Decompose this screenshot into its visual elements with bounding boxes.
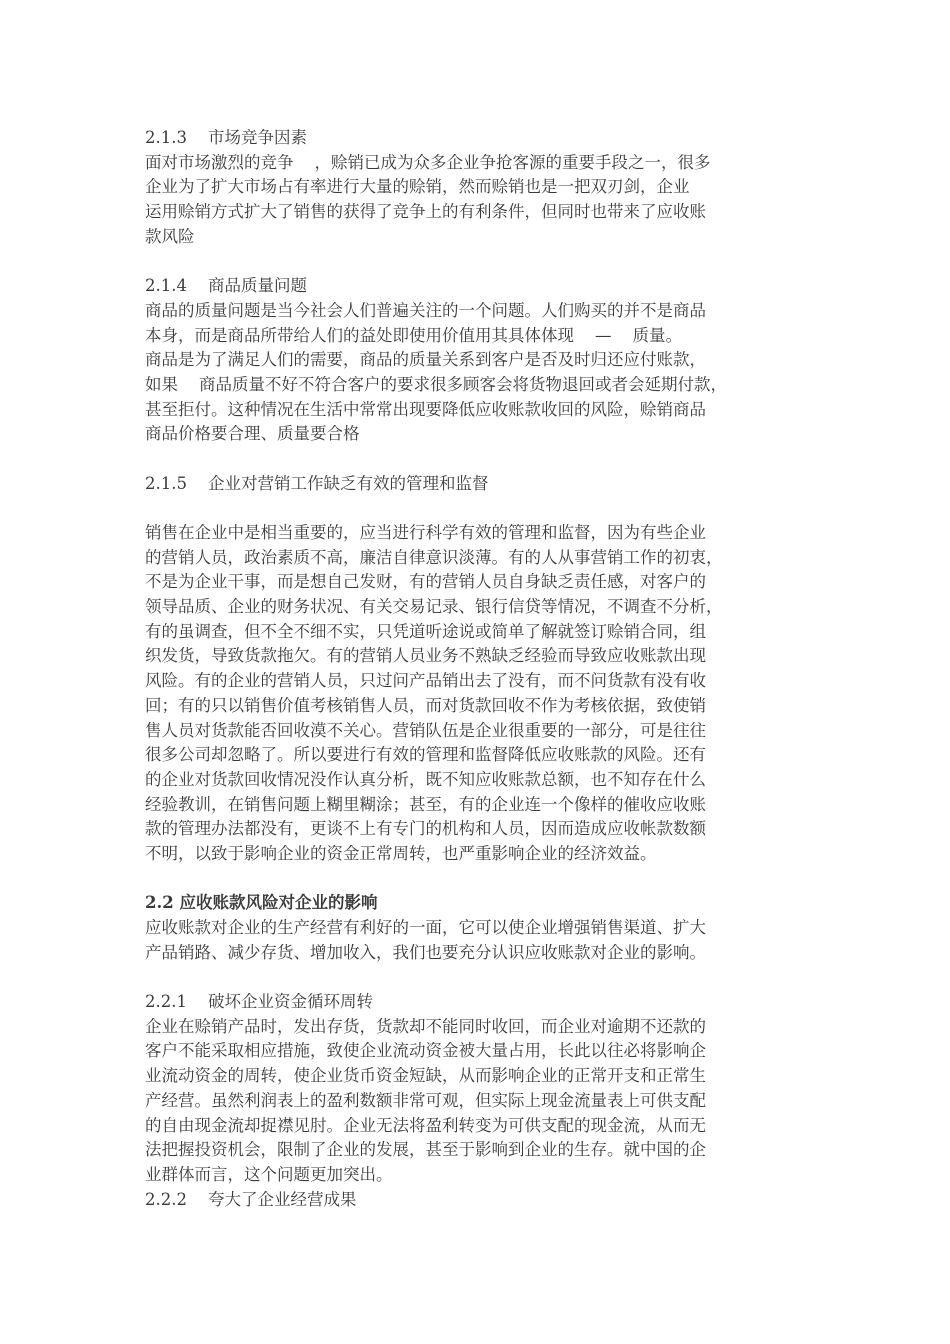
paragraph-line: 款的管理办法都没有，更谈不上有专门的机构和人员，因而造成应收帐款数额 [145, 819, 706, 839]
blank-line [145, 965, 815, 990]
paragraph-line: 款风险 [145, 226, 195, 246]
paragraph-line: 的自由现金流却捉襟见肘。企业无法将盈利转变为可供支配的现金流，从而无 [145, 1115, 706, 1135]
paragraph-line: 经验教训，在销售问题上糊里糊涂；甚至，有的企业连一个像样的催收应收账 [145, 794, 706, 814]
paragraph-line: 销售在企业中是相当重要的，应当进行科学有效的管理和监督，因为有些企业 [145, 523, 706, 542]
paragraph-line: 法把握投资机会，限制了企业的发展，甚至于影响到企业的生存。就中国的企 [145, 1140, 706, 1160]
paragraph-line: 不明，以致于影响企业的资金正常周转，也严重影响企业的经济效益。 [145, 843, 657, 863]
section-heading-2-1-4: 2.1.4 商品质量问题 [145, 276, 307, 296]
paragraph-line: 客户不能采取相应措施，致使企业流动资金被大量占用，长此以往必将影响企 [145, 1041, 706, 1061]
paragraph-line: 风险。有的企业的营销人员，只过问产品销出去了没有，而不问货款有没有收 [145, 671, 706, 691]
paragraph-line: 如果 商品质量不好不符合客户的要求很多顾客会将货物退回或者会延期付款， [145, 374, 727, 394]
paragraph-line: 织发货，导致货款拖欠。有的营销人员业务不熟缺乏经验而导致应收账款出现 [145, 646, 706, 666]
paragraph-line: 商品价格要合理、质量要合格 [145, 424, 360, 444]
blank-line [145, 496, 815, 521]
paragraph-line: 领导品质、企业的财务状况、有关交易记录、银行信贷等情况，不调查不分析， [145, 597, 723, 617]
paragraph-line: 商品的质量问题是当今社会人们普遍关注的一个问题。人们购买的并不是商品 [145, 300, 706, 320]
paragraph-line: 本身，而是商品所带给人们的益处即使用价值用其具体体现 — 质量。 [145, 325, 682, 345]
section-heading-2-1-3: 2.1.3 市场竞争因素 [145, 128, 307, 147]
paragraph-line: 企业在赊销产品时，发出存货，货款却不能同时收回，而企业对逾期不还款的 [145, 1016, 706, 1036]
paragraph-line: 应收账款对企业的生产经营有利好的一面，它可以使企业增强销售渠道、扩大 [145, 918, 706, 937]
blank-line [145, 867, 815, 892]
paragraph-line: 业群体而言，这个问题更加突出。 [145, 1164, 393, 1184]
paragraph-line: 售人员对货款能否回收漠不关心。营销队伍是企业很重要的一部分，可是往往 [145, 720, 706, 740]
paragraph-line: 有的虽调查，但不全不细不实，只凭道听途说或简单了解就签订赊销合同，组 [145, 621, 706, 641]
blank-line [145, 249, 815, 274]
paragraph-line: 企业为了扩大市场占有率进行大量的赊销，然而赊销也是一把双刃剑，企业 [145, 177, 690, 197]
paragraph-line: 商品是为了满足人们的需要，商品的质量关系到客户是否及时归还应付账款， [145, 350, 706, 370]
paragraph-line: 产经营。虽然利润表上的盈利数额非常可观，但实际上现金流量表上可供支配 [145, 1090, 706, 1110]
paragraph-line: 不是为企业干事，而是想自己发财，有的营销人员自身缺乏责任感，对客户的 [145, 572, 706, 592]
section-heading-2-2: 2.2 应收账款风险对企业的影响 [145, 893, 378, 913]
paragraph-line: 很多公司却忽略了。所以要进行有效的管理和监督降低应收账款的风险。还有 [145, 745, 706, 765]
paragraph-line: 的企业对货款回收情况没作认真分析，既不知应收账款总额，也不知存在什么 [145, 769, 706, 789]
section-heading-2-1-5: 2.1.5 企业对营销工作缺乏有效的管理和监督 [145, 473, 489, 493]
section-heading-2-2-1: 2.2.1 破坏企业资金循环周转 [145, 992, 373, 1012]
paragraph-line: 面对市场激烈的竞争 ，赊销已成为众多企业争抢客源的重要手段之一，很多 [145, 152, 711, 172]
blank-line [145, 447, 815, 472]
paragraph-line: 的营销人员，政治素质不高，廉洁自律意识淡薄。有的人从事营销工作的初衷， [145, 547, 723, 567]
paragraph-line: 业流动资金的周转，使企业货币资金短缺，从而影响企业的正常开支和正常生 [145, 1066, 706, 1086]
paragraph-line: 产品销路、减少存货、增加收入，我们也要充分认识应收账款对企业的影响。 [145, 942, 706, 962]
paragraph-line: 甚至拒付。这种情况在生活中常常出现要降低应收账款收回的风险，赊销商品 [145, 399, 706, 419]
section-heading-2-2-2: 2.2.2 夸大了企业经营成果 [145, 1189, 357, 1209]
document-page [145, 126, 815, 1212]
paragraph-line: 回；有的只以销售价值考核销售人员，而对货款回收不作为考核依据，致使销 [145, 695, 706, 715]
paragraph-line: 运用赊销方式扩大了销售的获得了竞争上的有利条件，但同时也带来了应收账 [145, 202, 706, 222]
